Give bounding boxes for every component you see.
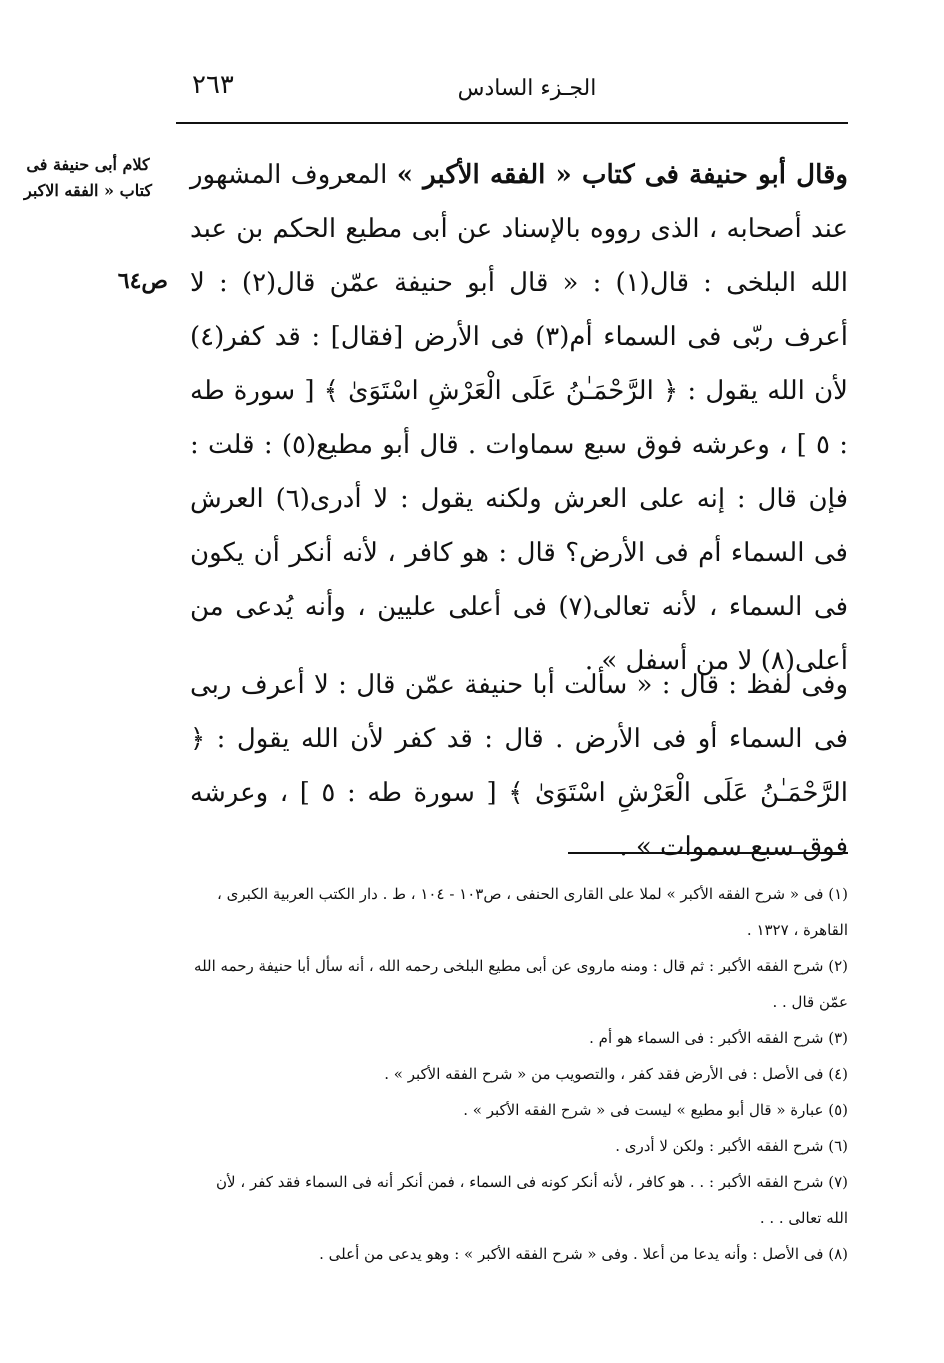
running-title: الجـزء السادس: [457, 76, 597, 101]
footnote-4: (٤) فى الأصل : فى الأرض فقد كفر ، والتصويب من « شرح الفقه الأكبر » .: [384, 1065, 848, 1083]
footnote-6: (٦) شرح الفقه الأكبر : ولكن لا أدرى .: [615, 1137, 848, 1155]
footnote-8: (٨) فى الأصل : وأنه يدعا من أعلا . وفى « شرح الفقه الأكبر » : وهو يدعى من أعلى .: [319, 1245, 848, 1263]
page-number: ٢٦٣: [192, 70, 234, 100]
footnotes: [190, 876, 848, 1272]
footnote-3: (٣) شرح الفقه الأكبر : فى السماء هو أم .: [589, 1029, 848, 1047]
footnote-1: (١) فى « شرح الفقه الأكبر » لملا على القارى الحنفى ، ص١٠٣ - ١٠٤ ، ط . دار الكتب العربية الكبرى ، القاهرة ، ١٣٢٧ .: [216, 885, 848, 939]
main-paragraph-2: وفى لفظ : قال : « سألت أبا حنيفة عمّن قال : لا أعرف ربى فى السماء أو فى الأرض . قال : قد كفر لأن الله يقول : ﴿ الرَّحْمَـٰنُ عَلَى الْعَرْشِ اسْتَوَىٰ ﴾ [ سورة طه : ٥ ] ، وعرشه فوق سبع سموات » .: [190, 670, 848, 862]
header-divider: [176, 122, 848, 124]
main-paragraph-1: [190, 148, 848, 688]
footnote-2: (٢) شرح الفقه الأكبر : ثم قال : ومنه ماروى عن أبى مطيع البلخى رحمه الله ، أنه سأل أبا حنيفة رحمه الله عمّن قال . .: [194, 957, 848, 1011]
footnote-divider: [568, 852, 848, 854]
footnote-7: (٧) شرح الفقه الأكبر : . . هو كافر ، لأنه أنكر كونه فى السماء ، فمن أنكر أنه فى السماء فقد كفر ، لأن الله تعالى . . .: [216, 1173, 848, 1227]
paragraph-lead: وقال أبو حنيفة فى كتاب « الفقه الأكبر »: [396, 160, 848, 190]
paragraph-body: المعروف المشهور عند أصحابه ، الذى رووه بالإسناد عن أبى مطيع الحكم بن عبد الله البلخى : قال(١) : « قال أبو حنيفة عمّن قال(٢) : لا أعرف ربّى فى السماء أم(٣) فى الأرض [فقال] : قد كفر(٤) لأن الله يقول : ﴿ الرَّحْمَـٰنُ عَلَى الْعَرْشِ اسْتَوَىٰ ﴾ [ سورة طه : ٥ ] ، وعرشه فوق سبع سماوات . قال أبو مطيع(٥) : قلت : فإن قال : إنه على العرش ولكنه يقول : لا أدرى(٦) العرش فى السماء أم فى الأرض؟ قال : هو كافر ، لأنه أنكر أن يكون فى السماء ، لأنه تعالى(٧) فى أعلى عليين ، وأنه يُدعى من أعلى(٨) لا من أسفل » .: [190, 160, 849, 676]
margin-page-reference: ص٦٤: [117, 268, 168, 294]
margin-topic-note: كلام أبى حنيفة فى كتاب « الفقه الاكبر: [23, 155, 153, 200]
footnote-5: (٥) عبارة « قال أبو مطيع » ليست فى « شرح الفقه الأكبر » .: [463, 1101, 848, 1119]
